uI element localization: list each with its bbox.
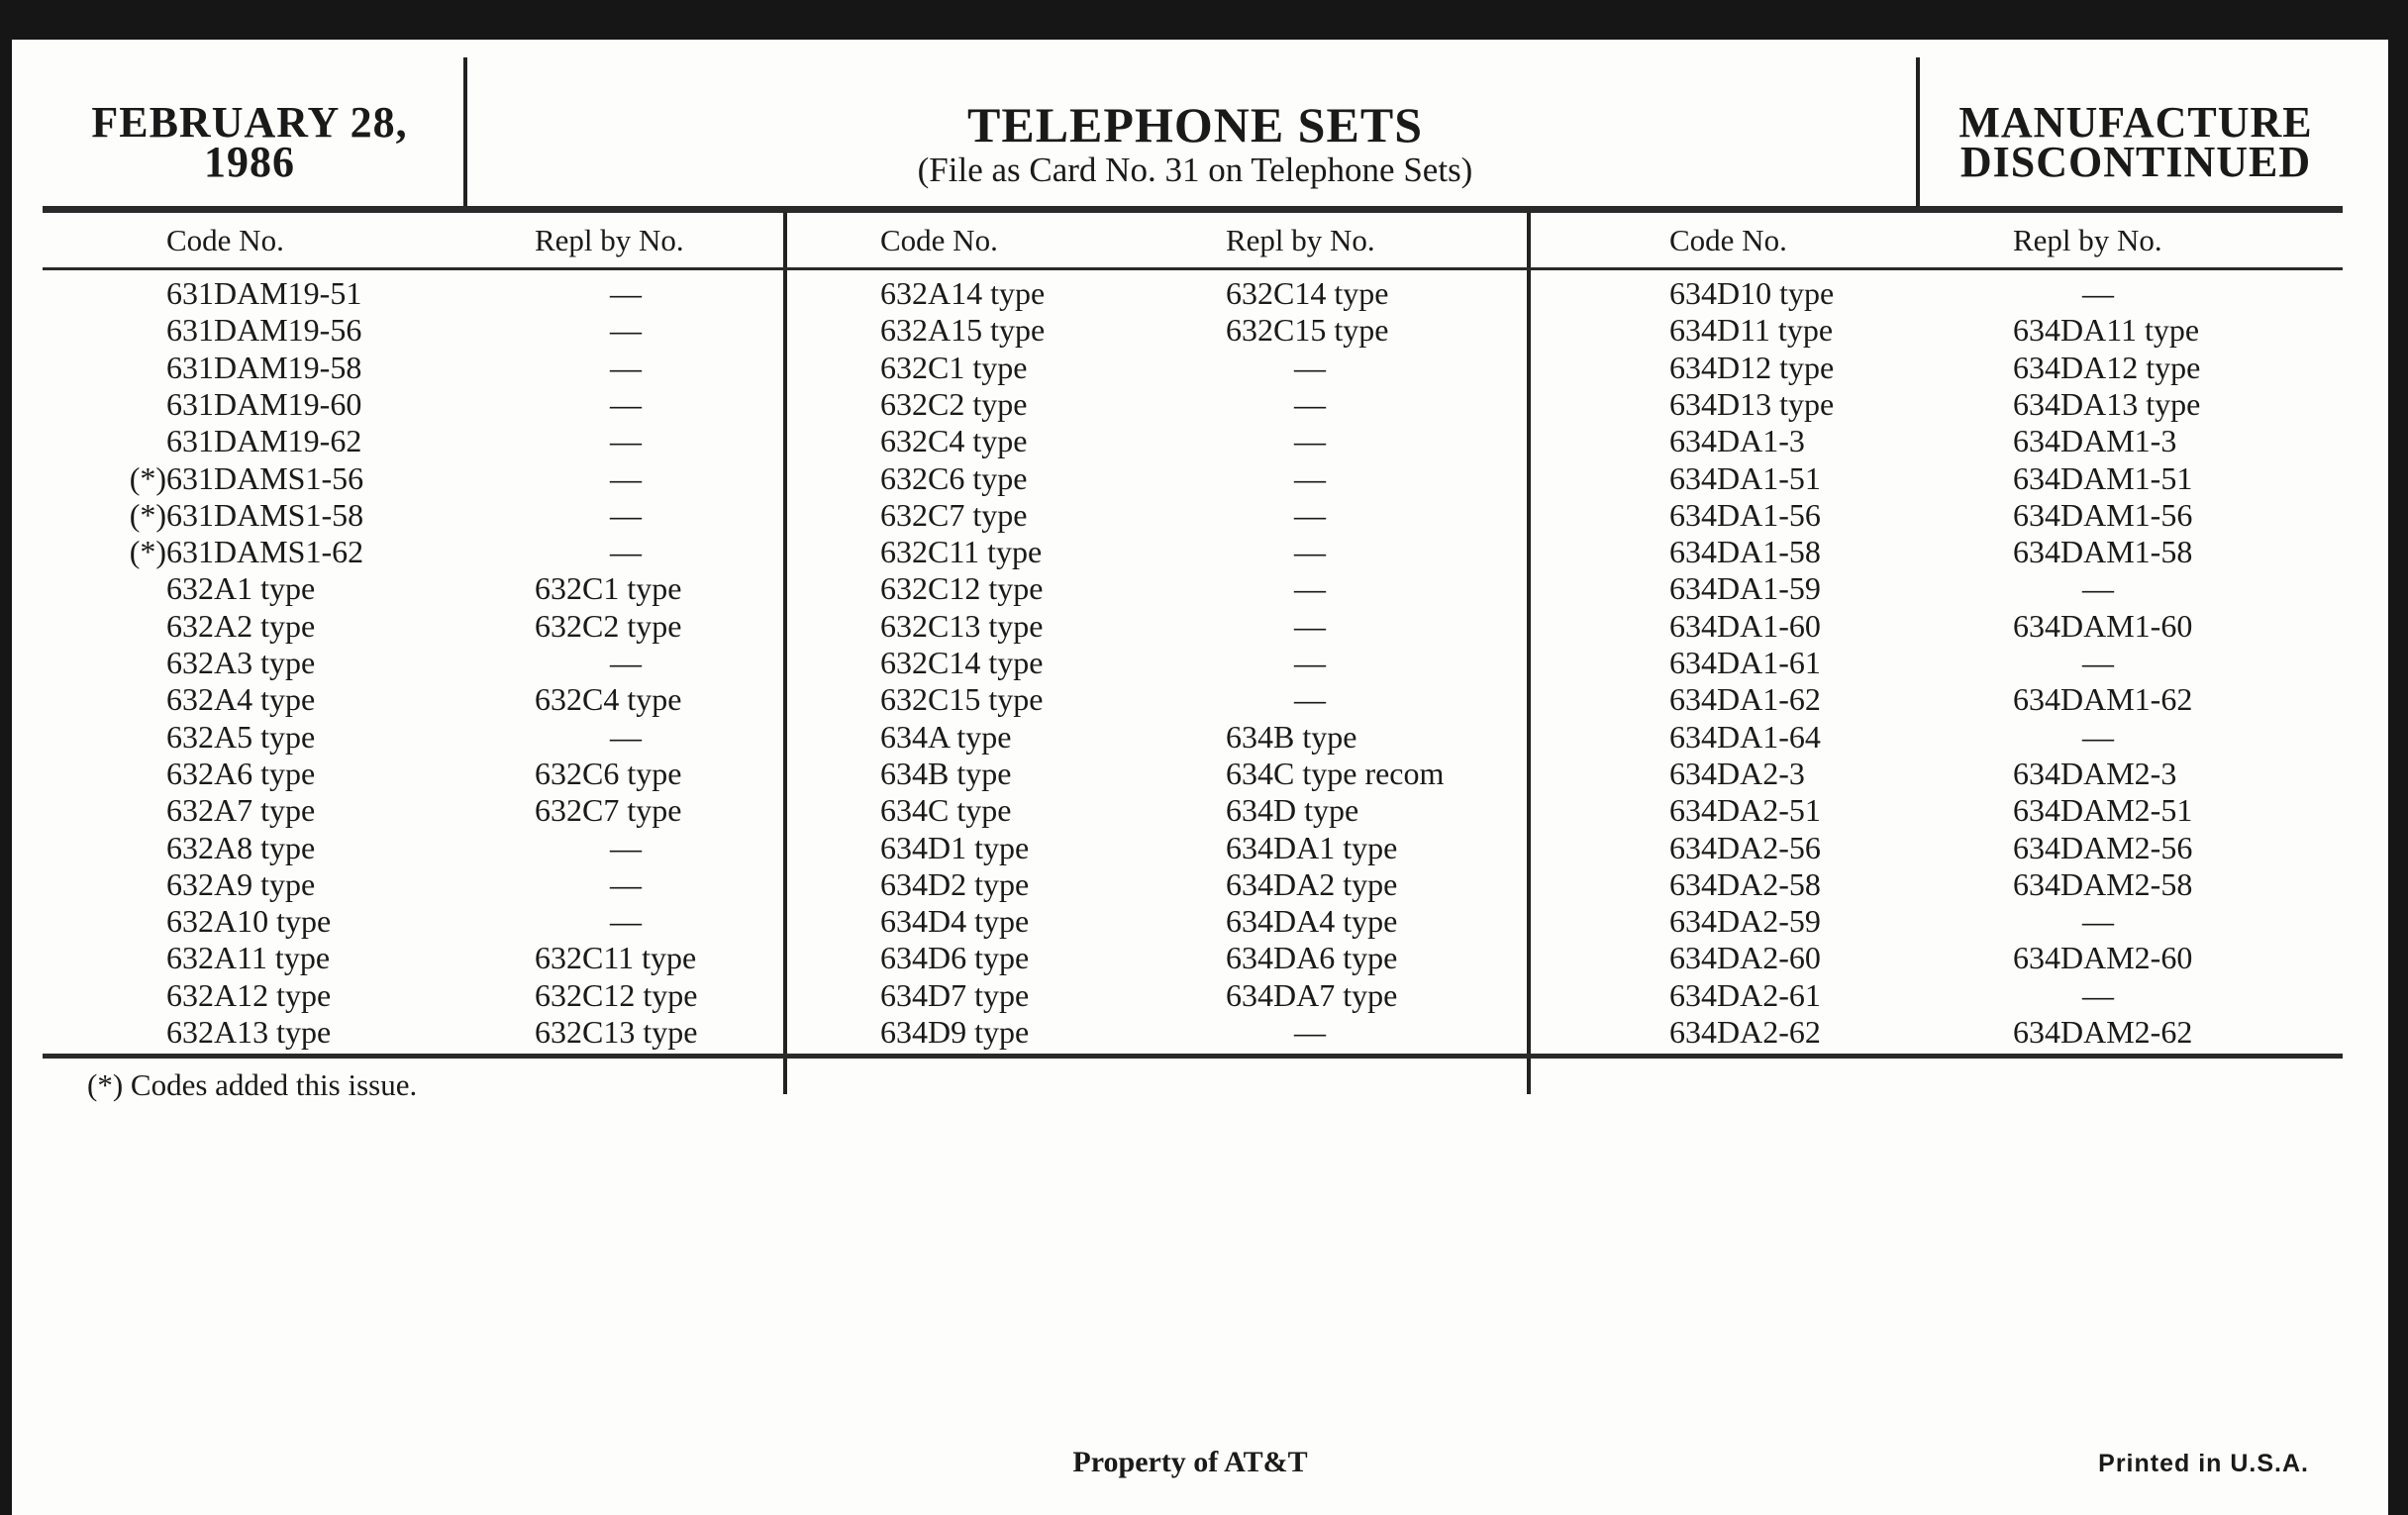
code-text: 632C13 type (880, 607, 1044, 644)
code-text: 634DA2-62 (1669, 1014, 1821, 1050)
code-text: 634D4 type (880, 903, 1030, 940)
code-text: 634DA1-58 (1669, 534, 1821, 570)
code-number (166, 866, 315, 903)
code-text: 632C12 type (880, 570, 1044, 607)
code-number (129, 496, 364, 534)
code-number (880, 940, 1029, 976)
footnote: (*) Codes added this issue. (87, 1067, 418, 1102)
replacement-number: 634DAM1-3 (2013, 423, 2177, 459)
column-header-repl: Repl by No. (2013, 223, 2162, 257)
code-text: 634DA2-60 (1669, 940, 1821, 976)
column-header-code: Code No. (1669, 223, 1787, 257)
replacement-number: 634DA13 type (2013, 385, 2201, 422)
replacement-number: 634C type recom (1226, 755, 1445, 791)
code-text: 634DA1-3 (1669, 423, 1805, 459)
code-text: 634DA2-61 (1669, 976, 1821, 1013)
code-text: 631DAM19-56 (166, 312, 362, 349)
replacement-number: 634DAM2-51 (2013, 792, 2193, 829)
replacement-number: 634DA7 type (1226, 976, 1398, 1013)
code-number (1669, 423, 1805, 459)
code-number (880, 386, 1027, 423)
code-text: 631DAM19-60 (166, 385, 362, 422)
code-number (166, 350, 361, 386)
column-header-code: Code No. (166, 223, 284, 257)
code-number (166, 681, 315, 718)
code-text: 632C2 type (880, 385, 1028, 422)
title-block (477, 99, 1913, 190)
no-replacement: — (1294, 607, 1326, 644)
code-text: 632A10 type (166, 903, 332, 940)
code-number (880, 497, 1027, 534)
code-number (1669, 497, 1821, 534)
code-number (1669, 681, 1821, 718)
code-text: 634DA2-3 (1669, 755, 1805, 791)
date-line-1: FEBRUARY 28, (91, 98, 408, 147)
code-text: 634DA1-61 (1669, 645, 1821, 680)
code-number (166, 645, 315, 681)
replacement-number: 632C2 type (535, 607, 682, 644)
header-divider (1916, 57, 1920, 208)
no-replacement: — (2082, 645, 2114, 680)
code-text: 632A3 type (166, 645, 316, 680)
code-number (1669, 866, 1821, 903)
replacement-number: 634DA6 type (1226, 940, 1398, 976)
replacement-number: 634DAM2-56 (2013, 829, 2193, 865)
no-replacement: — (610, 459, 642, 496)
code-number (880, 350, 1027, 386)
code-text: 632C1 type (880, 349, 1028, 385)
no-replacement: — (2082, 976, 2114, 1013)
reference-card (12, 40, 2388, 1515)
code-text: 634DA1-51 (1669, 459, 1821, 496)
code-text: 631DAMS1-62 (166, 534, 364, 570)
status-line-1: MANUFACTURE (1958, 98, 2313, 147)
code-number (129, 534, 364, 570)
code-number (880, 866, 1029, 903)
code-text: 634D6 type (880, 940, 1030, 976)
page-title: TELEPHONE SETS (967, 97, 1423, 152)
code-number (1669, 570, 1821, 607)
code-text: 632C7 type (880, 496, 1028, 533)
no-replacement: — (610, 645, 642, 680)
code-text: 632A7 type (166, 792, 316, 829)
code-text: 632A9 type (166, 865, 316, 902)
property-notice: Property of AT&T (1072, 1446, 1308, 1478)
code-number (166, 940, 330, 976)
replacement-number: 632C7 type (535, 792, 682, 829)
replacement-number: 632C11 type (535, 940, 697, 976)
code-number (1669, 830, 1821, 866)
code-text: 632A11 type (166, 940, 331, 976)
code-text: 634DA1-56 (1669, 496, 1821, 533)
code-number (880, 792, 1011, 829)
replacement-number: 634DA2 type (1226, 865, 1398, 902)
code-text: 634A type (880, 718, 1012, 755)
page-subtitle: (File as Card No. 31 on Telephone Sets) (917, 151, 1473, 189)
code-text: 631DAMS1-58 (166, 496, 364, 533)
replacement-number: 632C12 type (535, 976, 698, 1013)
code-text: 634D9 type (880, 1014, 1030, 1050)
column-header-repl: Repl by No. (1226, 223, 1375, 257)
code-text: 634D13 type (1669, 385, 1835, 422)
no-replacement: — (610, 534, 642, 570)
replacement-number: 632C14 type (1226, 275, 1389, 311)
code-text: 632C14 type (880, 645, 1044, 680)
column-divider (783, 213, 787, 1094)
code-text: 634C type (880, 792, 1012, 829)
date-line-2: 1986 (204, 138, 295, 186)
replacement-number: 632C1 type (535, 570, 682, 607)
no-replacement: — (1294, 496, 1326, 533)
code-number (1669, 350, 1834, 386)
code-number (880, 645, 1043, 681)
replacement-number: 634D type (1226, 792, 1359, 829)
code-text: 632A1 type (166, 570, 316, 607)
code-text: 632C4 type (880, 423, 1028, 459)
no-replacement: — (1294, 423, 1326, 459)
new-code-marker: (*) (129, 459, 166, 496)
code-number (166, 570, 315, 607)
code-number (880, 756, 1011, 792)
code-number (880, 423, 1027, 459)
code-text: 632A15 type (880, 312, 1046, 349)
column-header-code: Code No. (880, 223, 998, 257)
replacement-number: 634DAM1-56 (2013, 496, 2193, 533)
code-number (166, 608, 315, 645)
printed-in-notice: Printed in U.S.A. (2098, 1450, 2309, 1477)
code-number (166, 903, 331, 940)
replacement-number: 634DAM1-51 (2013, 459, 2193, 496)
header-rule (43, 206, 2343, 213)
replacement-number: 634DAM1-62 (2013, 681, 2193, 718)
no-replacement: — (610, 903, 642, 940)
code-text: 632C11 type (880, 534, 1043, 570)
code-number (1669, 719, 1821, 756)
replacement-number: 634DA11 type (2013, 312, 2200, 349)
code-number (1669, 903, 1821, 940)
code-number (1669, 460, 1821, 497)
table-bottom-rule (43, 1054, 2343, 1059)
no-replacement: — (610, 496, 642, 533)
no-replacement: — (1294, 385, 1326, 422)
code-number (166, 792, 315, 829)
new-code-marker: (*) (129, 496, 166, 533)
replacement-number: 634DAM2-3 (2013, 755, 2177, 791)
code-number (1669, 756, 1805, 792)
no-replacement: — (2082, 275, 2114, 311)
replacement-number: 634DA1 type (1226, 829, 1398, 865)
code-text: 634B type (880, 755, 1012, 791)
no-replacement: — (1294, 645, 1326, 680)
code-text: 634D1 type (880, 829, 1030, 865)
code-number (166, 386, 361, 423)
code-number (880, 977, 1029, 1014)
code-number (129, 459, 364, 497)
code-text: 634D7 type (880, 976, 1030, 1013)
code-number (880, 312, 1045, 349)
code-number (1669, 312, 1833, 349)
code-number (1669, 534, 1821, 570)
no-replacement: — (2082, 718, 2114, 755)
replacement-number: 632C15 type (1226, 312, 1389, 349)
code-number (880, 903, 1029, 940)
code-number (166, 830, 315, 866)
code-number (1669, 977, 1821, 1014)
code-text: 634D11 type (1669, 312, 1834, 349)
code-text: 632A14 type (880, 275, 1046, 311)
code-number (880, 681, 1043, 718)
replacement-number: 634B type (1226, 718, 1357, 755)
no-replacement: — (610, 312, 642, 349)
column-header-repl: Repl by No. (535, 223, 684, 257)
code-text: 634DA1-59 (1669, 570, 1821, 607)
code-text: 631DAMS1-56 (166, 459, 364, 496)
code-text: 634DA1-64 (1669, 718, 1821, 755)
new-code-marker: (*) (129, 534, 166, 570)
no-replacement: — (1294, 1014, 1326, 1050)
code-text: 632A2 type (166, 607, 316, 644)
column-header-rule (43, 267, 2343, 270)
code-number (880, 460, 1027, 497)
code-text: 632A5 type (166, 718, 316, 755)
no-replacement: — (610, 385, 642, 422)
code-text: 634D10 type (1669, 275, 1835, 311)
code-text: 632A6 type (166, 755, 316, 791)
replacement-number: 634DAM2-58 (2013, 865, 2193, 902)
no-replacement: — (1294, 570, 1326, 607)
no-replacement: — (610, 275, 642, 311)
code-text: 634DA1-60 (1669, 607, 1821, 644)
code-number (1669, 940, 1821, 976)
replacement-number: 634DA4 type (1226, 903, 1398, 940)
issue-date (51, 98, 448, 186)
replacement-number: 634DA12 type (2013, 349, 2201, 385)
no-replacement: — (610, 865, 642, 902)
code-number (166, 423, 361, 459)
no-replacement: — (1294, 459, 1326, 496)
code-text: 634DA2-51 (1669, 792, 1821, 829)
code-number (166, 756, 315, 792)
code-number (166, 977, 331, 1014)
code-number (880, 570, 1043, 607)
code-number (1669, 1014, 1821, 1051)
code-text: 631DAM19-51 (166, 275, 362, 311)
code-number (1669, 275, 1834, 312)
code-number (1669, 645, 1821, 681)
replacement-number: 632C4 type (535, 681, 682, 718)
column-divider (1527, 213, 1531, 1094)
replacement-number: 634DAM2-60 (2013, 940, 2193, 976)
no-replacement: — (610, 829, 642, 865)
code-text: 632A4 type (166, 681, 316, 718)
code-number (880, 719, 1011, 756)
no-replacement: — (1294, 349, 1326, 385)
replacement-number: 632C6 type (535, 755, 682, 791)
code-text: 632C15 type (880, 681, 1044, 718)
replacement-number: 634DAM2-62 (2013, 1014, 2193, 1050)
code-text: 632A13 type (166, 1014, 332, 1050)
code-number (880, 275, 1045, 312)
code-number (1669, 792, 1821, 829)
code-text: 634D12 type (1669, 349, 1835, 385)
status-label (1928, 98, 2344, 186)
no-replacement: — (1294, 534, 1326, 570)
no-replacement: — (610, 423, 642, 459)
code-number (166, 1014, 331, 1051)
replacement-number: 634DAM1-58 (2013, 534, 2193, 570)
no-replacement: — (2082, 903, 2114, 940)
code-number (166, 312, 361, 349)
code-text: 632A8 type (166, 829, 316, 865)
no-replacement: — (610, 718, 642, 755)
code-text: 632C6 type (880, 459, 1028, 496)
no-replacement: — (1294, 681, 1326, 718)
no-replacement: — (2082, 570, 2114, 607)
code-text: 634DA2-58 (1669, 865, 1821, 902)
code-number (880, 1014, 1029, 1051)
code-number (880, 534, 1042, 570)
code-number (1669, 608, 1821, 645)
replacement-number: 634DAM1-60 (2013, 607, 2193, 644)
replacement-number: 632C13 type (535, 1014, 698, 1050)
code-number (880, 608, 1043, 645)
code-text: 631DAM19-62 (166, 423, 362, 459)
code-number (880, 830, 1029, 866)
code-number (1669, 386, 1834, 423)
no-replacement: — (610, 349, 642, 385)
code-text: 632A12 type (166, 976, 332, 1013)
code-text: 634DA1-62 (1669, 681, 1821, 718)
code-text: 634D2 type (880, 865, 1030, 902)
code-text: 634DA2-59 (1669, 903, 1821, 940)
code-number (166, 719, 315, 756)
code-text: 634DA2-56 (1669, 829, 1821, 865)
header-divider (463, 57, 467, 208)
code-text: 631DAM19-58 (166, 349, 362, 385)
status-line-2: DISCONTINUED (1959, 138, 2312, 186)
code-number (166, 275, 361, 312)
